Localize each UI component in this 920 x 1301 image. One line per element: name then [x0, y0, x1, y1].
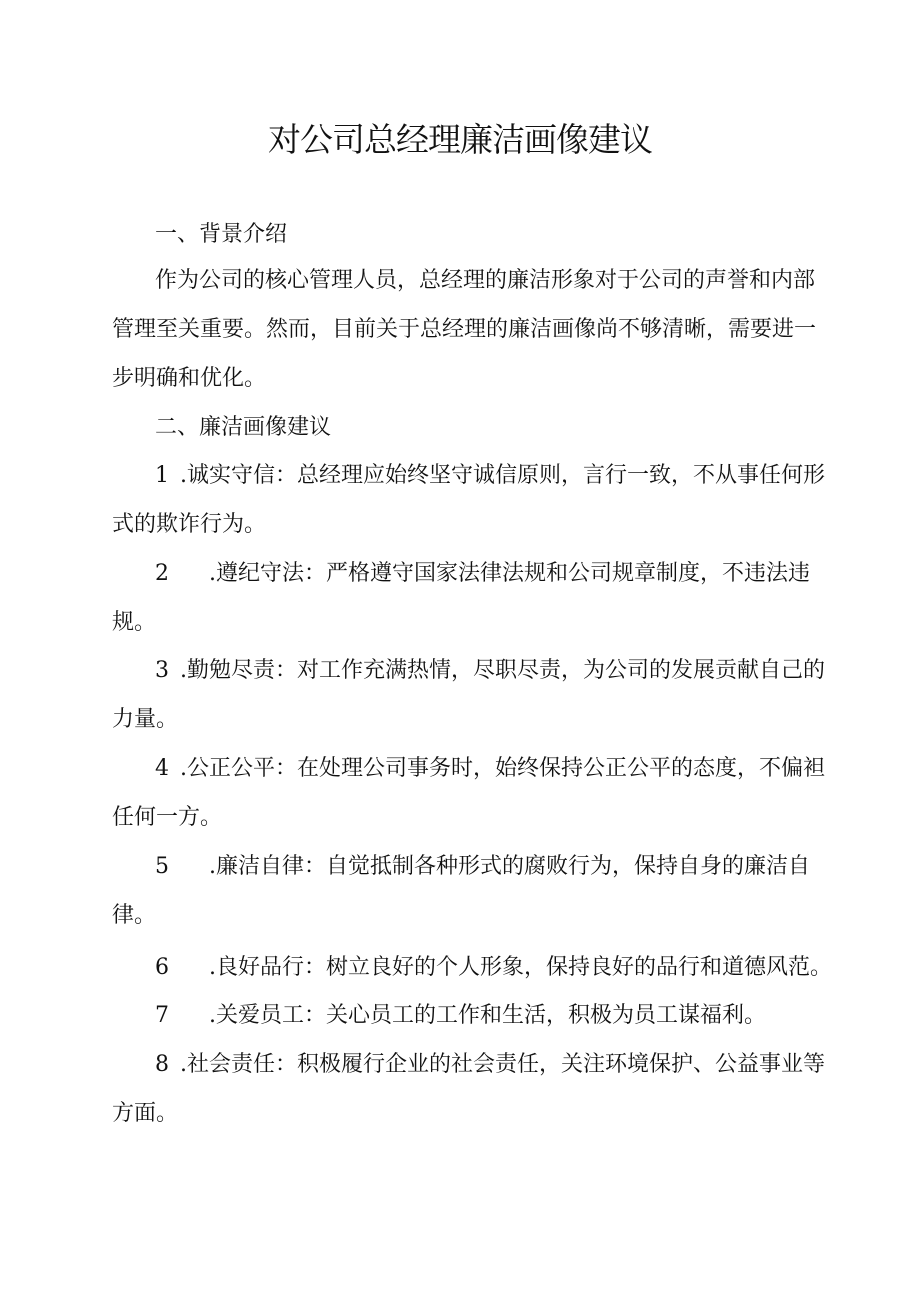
list-item-number: 1: [155, 463, 169, 488]
list-item: [155, 1001, 766, 1031]
list-item-continuation: 规。: [112, 610, 157, 635]
list-item-text: .公正公平：在处理公司事务时，始终保持公正公平的态度，不偏袒: [180, 756, 825, 781]
list-item-text: .良好品行：树立良好的个人形象，保持良好的品行和道德风范。: [209, 955, 832, 980]
paragraph-line: 步明确和优化。: [112, 366, 267, 391]
paragraph-line: 管理至关重要。然而，目前关于总经理的廉洁画像尚不够清晰，需要进一: [112, 317, 817, 342]
list-item-continuation: 任何一方。: [112, 805, 223, 830]
list-item-number: 8: [155, 1052, 169, 1077]
list-item-text: .社会责任：积极履行企业的社会责任，关注环境保护、公益事业等: [180, 1052, 825, 1077]
list-item-text: .诚实守信：总经理应始终坚守诚信原则，言行一致，不从事任何形: [180, 463, 825, 488]
list-item-text: .廉洁自律：自觉抵制各种形式的腐败行为，保持自身的廉洁自: [209, 854, 810, 879]
list-item-number: 7: [155, 1003, 169, 1028]
list-item: [155, 852, 810, 882]
list-item: [155, 754, 825, 784]
list-item-continuation: 式的欺诈行为。: [112, 512, 267, 537]
section-heading-suggestions: 二、廉洁画像建议: [155, 415, 332, 440]
section-heading-background: 一、背景介绍: [155, 222, 288, 247]
paragraph-line: 作为公司的核心管理人员，总经理的廉洁形象对于公司的声誉和内部: [155, 268, 816, 293]
list-item-text: .勤勉尽责：对工作充满热情，尽职尽责，为公司的发展贡献自己的: [180, 658, 825, 683]
list-item-number: 6: [155, 955, 169, 980]
list-item-continuation: 律。: [112, 903, 157, 928]
list-item-continuation: 力量。: [112, 707, 179, 732]
list-item-number: 3: [155, 658, 169, 683]
list-item-number: 4: [155, 756, 169, 781]
list-item-number: 5: [155, 854, 169, 879]
document-title: 对公司总经理廉洁画像建议: [268, 120, 652, 159]
list-item-continuation: 方面。: [112, 1101, 179, 1126]
list-item: [155, 461, 825, 491]
list-item: [155, 656, 825, 686]
list-item-text: .关爱员工：关心员工的工作和生活，积极为员工谋福利。: [209, 1003, 766, 1028]
list-item: [155, 559, 810, 589]
list-item: [155, 953, 832, 983]
list-item-number: 2: [155, 561, 169, 586]
list-item-text: .遵纪守法：严格遵守国家法律法规和公司规章制度，不违法违: [209, 561, 810, 586]
list-item: [155, 1050, 825, 1080]
